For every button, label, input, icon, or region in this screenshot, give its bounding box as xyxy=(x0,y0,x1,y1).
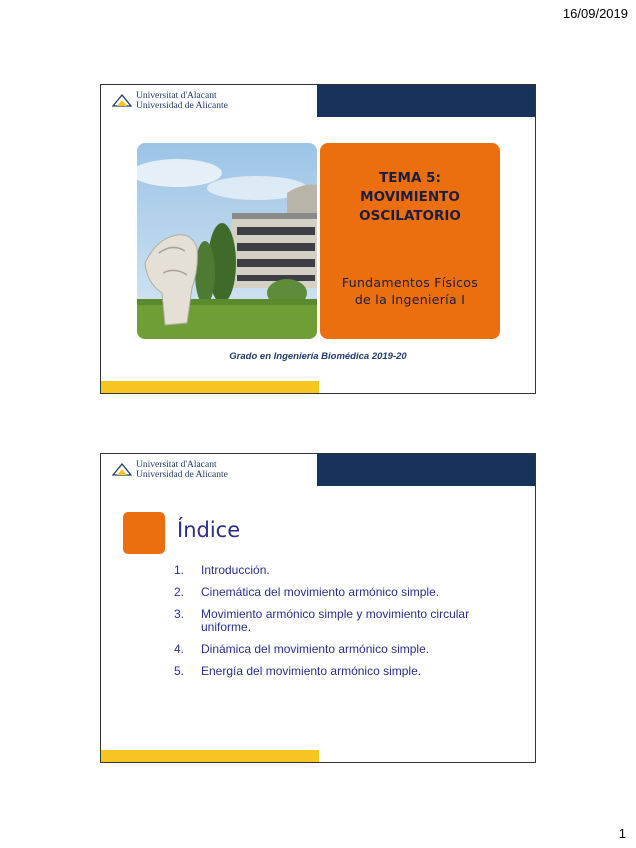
footer-bar xyxy=(101,750,319,762)
item-number: 1. xyxy=(174,563,185,577)
logo-line-2: Universidad de Alicante xyxy=(136,101,228,111)
index-title: Índice xyxy=(177,518,241,542)
title-accent-square xyxy=(123,512,165,554)
slide-title xyxy=(100,84,536,394)
logo-line-2: Universidad de Alicante xyxy=(136,470,228,480)
university-logo xyxy=(112,460,228,480)
course-name xyxy=(320,274,500,308)
header-bar xyxy=(317,85,535,117)
university-emblem-icon xyxy=(112,93,132,107)
course-line-2: de la Ingeniería I xyxy=(354,292,466,307)
list-item xyxy=(174,564,494,577)
title-box xyxy=(320,143,500,339)
item-text: Cinemática del movimiento armónico simple. xyxy=(201,585,440,599)
item-text: Energía del movimiento armónico simple. xyxy=(201,664,422,678)
course-line-1: Fundamentos Físicos xyxy=(341,275,479,290)
list-item xyxy=(174,665,494,678)
page-number: 1 xyxy=(618,826,626,841)
item-number: 3. xyxy=(174,607,185,621)
index-list xyxy=(174,564,494,687)
header-bar xyxy=(317,454,535,486)
list-item xyxy=(174,586,494,599)
item-number: 5. xyxy=(174,664,185,678)
degree-caption: Grado en Ingeniería Biomédica 2019-20 xyxy=(229,351,407,362)
item-text: Dinámica del movimiento armónico simple. xyxy=(201,642,430,656)
title-line-2: MOVIMIENTO xyxy=(360,189,460,205)
title-line-1: TEMA 5: xyxy=(379,170,441,186)
slide-index xyxy=(100,453,536,763)
item-text: Movimiento armónico simple y movimiento circular uniforme. xyxy=(201,607,470,634)
title-line-3: OSCILATORIO xyxy=(359,208,461,224)
list-item xyxy=(174,643,494,656)
slide-main-title xyxy=(320,169,500,226)
list-item xyxy=(174,608,494,634)
footer-bar xyxy=(101,381,319,393)
item-number: 4. xyxy=(174,642,185,656)
campus-photo xyxy=(137,143,317,339)
item-text: Introducción. xyxy=(201,563,270,577)
university-logo xyxy=(112,91,228,111)
logo-line-1: Universitat d'Alacant xyxy=(136,460,217,470)
university-emblem-icon xyxy=(112,462,132,476)
logo-line-1: Universitat d'Alacant xyxy=(136,91,217,101)
item-number: 2. xyxy=(174,585,185,599)
page-date: 16/09/2019 xyxy=(562,6,628,21)
